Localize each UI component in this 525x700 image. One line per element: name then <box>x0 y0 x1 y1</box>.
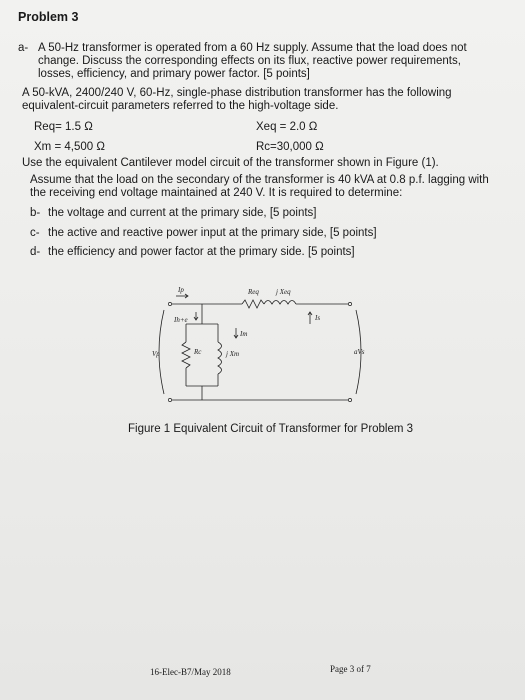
param-rc: Rc=30,000 Ω <box>256 141 324 153</box>
footer-course-code: 16-Elec-B7/May 2018 <box>150 667 231 677</box>
label-vp: Vp <box>152 350 160 358</box>
item-b-text: the voltage and current at the primary side, [5 points] <box>48 207 317 219</box>
equivalent-circuit-diagram <box>150 282 380 412</box>
footer-page-number: Page 3 of 7 <box>330 664 371 674</box>
assume-line-2: the receiving end voltage maintained at 240 V. It is required to determine: <box>30 187 403 199</box>
assume-line-1: Assume that the load on the secondary of the transformer is 40 kVA at 0.8 p.f. lagging with <box>30 174 489 186</box>
label-ip: Ip <box>178 286 184 294</box>
figure-caption: Figure 1 Equivalent Circuit of Transformer for Problem 3 <box>128 423 414 435</box>
part-a-line-1: A 50-Hz transformer is operated from a 60 Hz supply. Assume that the load does not <box>38 42 467 54</box>
label-jxm: j Xm <box>226 350 240 358</box>
label-ihe: Ih+e <box>174 316 188 324</box>
label-req: Req <box>248 288 259 296</box>
intro-line-2: equivalent-circuit parameters referred to the high-voltage side. <box>22 100 339 112</box>
part-a-label: a- <box>18 42 29 54</box>
label-jxeq: j Xeq <box>276 288 291 296</box>
item-b-label: b- <box>30 207 41 219</box>
param-xm: Xm = 4,500 Ω <box>34 141 105 153</box>
problem-title: Problem 3 <box>18 10 79 24</box>
param-req: Req= 1.5 Ω <box>34 121 93 133</box>
part-a-line-3: losses, efficiency, and primary power factor. [5 points] <box>38 68 310 80</box>
model-instruction: Use the equivalent Cantilever model circuit of the transformer shown in Figure (1). <box>22 157 439 169</box>
part-a-line-2: change. Discuss the corresponding effects on its flux, reactive power requirements, <box>38 55 461 67</box>
param-xeq: Xeq = 2.0 Ω <box>256 121 318 133</box>
label-is: Is <box>315 314 321 322</box>
item-d-label: d- <box>30 246 41 258</box>
item-c-label: c- <box>30 227 40 239</box>
intro-line-1: A 50-kVA, 2400/240 V, 60-Hz, single-phase distribution transformer has the following <box>22 87 452 99</box>
item-d-text: the efficiency and power factor at the primary side. [5 points] <box>48 246 355 258</box>
item-c-text: the active and reactive power input at the primary side, [5 points] <box>48 227 377 239</box>
label-im: Im <box>240 330 248 338</box>
label-avs: aVs <box>354 348 365 356</box>
label-rc: Rc <box>194 348 202 356</box>
